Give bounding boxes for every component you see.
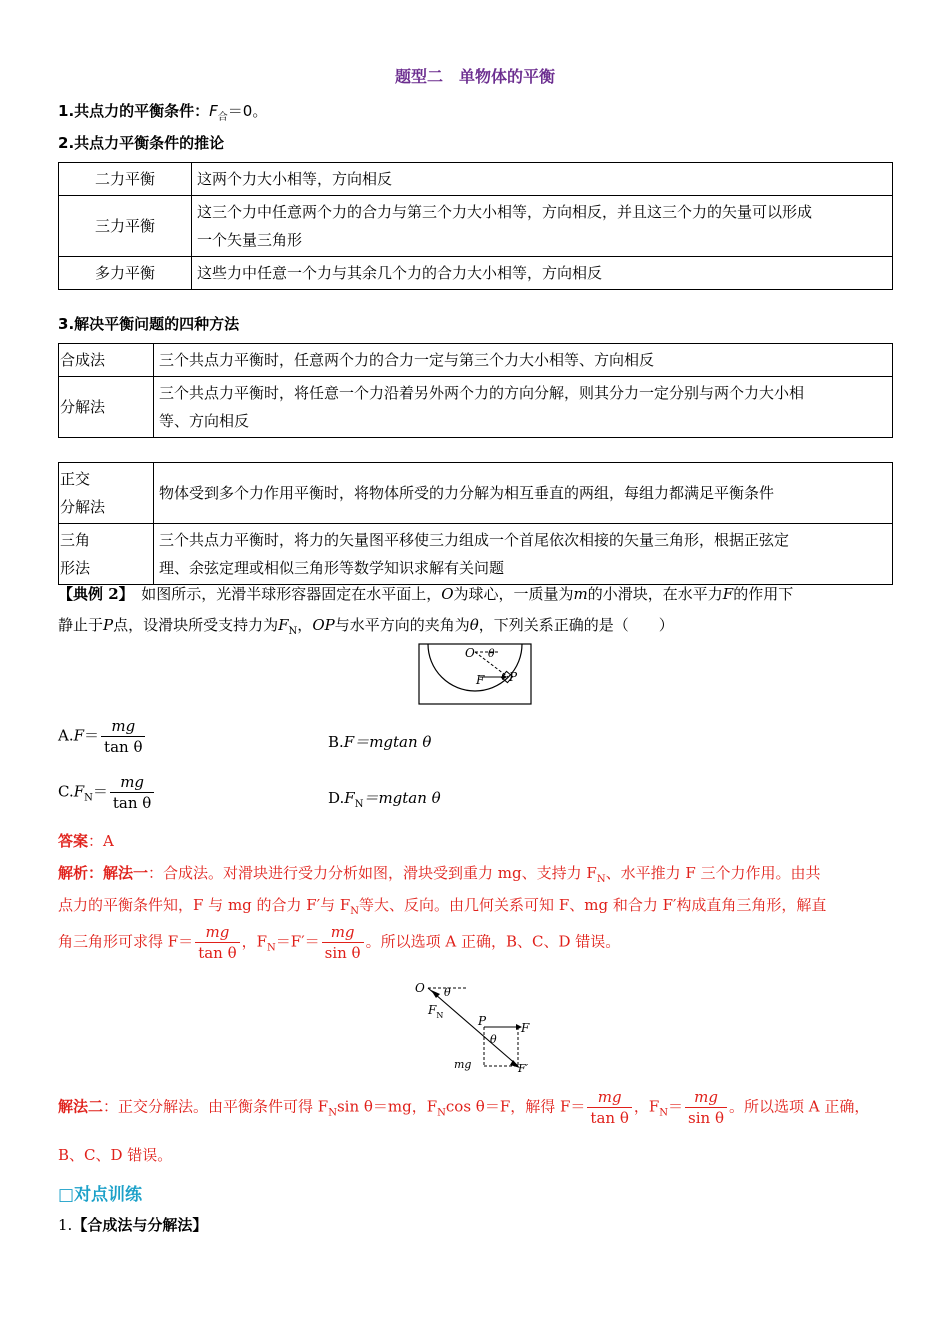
table-cell-desc bbox=[154, 524, 893, 585]
desc-line: 一个矢量三角形 bbox=[197, 231, 303, 249]
method-1-label: ：解法一 bbox=[88, 864, 149, 882]
table-row bbox=[59, 257, 893, 290]
hemisphere-arc bbox=[428, 644, 522, 691]
example-text: 为球心，一质量为 bbox=[453, 585, 574, 603]
table-cell-desc: 这两个力大小相等，方向相反 bbox=[192, 163, 893, 196]
table-row bbox=[59, 524, 893, 585]
label-p: P bbox=[509, 670, 518, 684]
fraction-denominator: sin θ bbox=[688, 1109, 725, 1127]
option-a[interactable] bbox=[58, 716, 147, 757]
table-row bbox=[59, 344, 893, 377]
example-var: OP bbox=[312, 616, 335, 634]
fraction bbox=[101, 716, 145, 757]
label-mg: mg bbox=[454, 1058, 472, 1071]
option-d-label: D. bbox=[328, 789, 345, 807]
option-c[interactable] bbox=[58, 772, 156, 813]
desc-line: 理、余弦定理或相似三角形等数学知识求解有关问题 bbox=[159, 559, 505, 577]
training-label: 对点训练 bbox=[74, 1185, 143, 1205]
option-d-lhs: F bbox=[344, 789, 355, 807]
example-text: 如图所示，光滑半球形容器固定在水平面上， bbox=[141, 585, 442, 603]
label-theta-1: θ bbox=[444, 986, 451, 999]
question-num: 1. bbox=[58, 1216, 73, 1234]
section-1-label: 共点力的平衡条件： bbox=[74, 102, 210, 120]
fraction bbox=[685, 1087, 727, 1128]
method-text: ：正交分解法。由平衡条件可得 F bbox=[103, 1097, 329, 1116]
fraction-numerator: mg bbox=[195, 922, 239, 943]
option-d-sub: N bbox=[354, 799, 364, 810]
desc-line: 三个共点力平衡时，将力的矢量图平移使三力组成一个首尾依次相接的矢量三角形，根据正弦定 bbox=[159, 531, 790, 549]
table-cell-desc: 物体受到多个力作用平衡时，将物体所受的力分解为相互垂直的两组，每组力都满足平衡条件 bbox=[154, 463, 893, 524]
fraction-denominator: tan θ bbox=[104, 738, 143, 756]
option-b[interactable] bbox=[328, 731, 431, 752]
answer-value: ：A bbox=[88, 832, 114, 850]
example-var: m bbox=[573, 585, 588, 603]
option-a-label: A. bbox=[58, 726, 74, 745]
label-p: P bbox=[478, 1014, 487, 1028]
method-text: cos θ＝F，解得 F＝ bbox=[445, 1097, 586, 1116]
name-line: 三角 bbox=[60, 531, 91, 549]
force-diagram bbox=[412, 978, 542, 1074]
label-o: O bbox=[465, 646, 475, 660]
name-line: 正交 bbox=[60, 470, 91, 488]
section-2-label: 共点力平衡条件的推论 bbox=[74, 134, 225, 152]
fraction bbox=[587, 1087, 631, 1128]
solution-text: ，F bbox=[241, 932, 268, 951]
fraction bbox=[110, 772, 154, 813]
balance-table bbox=[58, 162, 893, 290]
method-2-line-2: B、C、D 错误。 bbox=[58, 1146, 173, 1164]
section-1: 1.共点力的平衡条件：$F_合=0$。 bbox=[58, 102, 268, 123]
solution-sub: N bbox=[350, 906, 360, 917]
question-1 bbox=[58, 1214, 207, 1235]
solution-line-2 bbox=[58, 894, 826, 917]
section-3: 3.解决平衡问题的四种方法 bbox=[58, 315, 240, 333]
section-3-num: 3 bbox=[58, 315, 69, 333]
example-var: F bbox=[722, 585, 734, 603]
desc-line: 三个共点力平衡时，将任意一个力沿着另外两个力的方向分解，则其分力一定分别与两个力大小相 bbox=[159, 384, 805, 402]
checkbox-icon: □ bbox=[58, 1185, 75, 1205]
solution-label: 解析 bbox=[58, 864, 89, 882]
option-a-lhs: F bbox=[73, 726, 85, 745]
example-text: 与水平方向的夹角为 bbox=[334, 616, 470, 634]
method-sub: N bbox=[659, 1107, 669, 1119]
section-3-label: 解决平衡问题的四种方法 bbox=[74, 315, 240, 333]
formula-rest: ＝0。 bbox=[227, 102, 268, 120]
table-cell-name bbox=[59, 463, 154, 524]
solution-text: ：合成法。对滑块进行受力分析如图，滑块受到重力 mg、支持力 F bbox=[148, 864, 597, 882]
methods-table-a bbox=[58, 343, 893, 438]
fraction-numerator: mg bbox=[587, 1087, 631, 1108]
fraction-numerator: mg bbox=[322, 922, 364, 943]
option-b-label: B. bbox=[328, 733, 344, 751]
formula-f: F bbox=[209, 102, 218, 120]
page-title: 题型二 单物体的平衡 bbox=[394, 67, 555, 86]
fraction-denominator: tan θ bbox=[198, 944, 237, 962]
option-c-eq: ＝ bbox=[92, 782, 108, 801]
training-heading bbox=[58, 1180, 142, 1205]
example-var: F bbox=[278, 616, 289, 634]
solution-sub: N bbox=[267, 942, 276, 954]
desc-line: 等、方向相反 bbox=[159, 412, 250, 430]
hemisphere-figure bbox=[418, 643, 532, 705]
method-sub: N bbox=[328, 1107, 337, 1119]
option-d-text: ＝mgtan θ bbox=[363, 789, 441, 807]
fraction bbox=[322, 922, 364, 963]
example-sub: N bbox=[288, 626, 298, 637]
formula-sub: 合 bbox=[217, 112, 228, 123]
fraction-denominator: tan θ bbox=[590, 1109, 629, 1127]
table-cell-desc bbox=[154, 377, 893, 438]
fraction-numerator: mg bbox=[110, 772, 154, 793]
option-a-eq: ＝ bbox=[84, 726, 100, 745]
solution-line-1 bbox=[58, 862, 821, 885]
method-text: 。所以选项 A 正确， bbox=[729, 1097, 870, 1116]
table-row bbox=[59, 463, 893, 524]
label-f: F bbox=[521, 1021, 530, 1035]
method-text: ，F bbox=[633, 1097, 660, 1116]
table-row bbox=[59, 163, 893, 196]
solution-sub: N bbox=[596, 874, 606, 885]
method-sub: N bbox=[437, 1107, 446, 1119]
solution-text: 角三角形可求得 F＝ bbox=[58, 932, 194, 951]
solution-text: 。所以选项 A 正确，B、C、D 错误。 bbox=[365, 932, 621, 951]
example-var: P bbox=[103, 616, 114, 634]
solution-text: 等大、反向。由几何关系可知 F、mg 和合力 F′构成直角三角形，解直 bbox=[359, 896, 827, 914]
example-text: 点，设滑块所受支持力为 bbox=[113, 616, 279, 634]
example-var: θ bbox=[469, 616, 479, 634]
label-theta: θ bbox=[488, 647, 495, 660]
label-f-prime: F′ bbox=[518, 1062, 529, 1074]
table-cell-name: 二力平衡 bbox=[59, 163, 192, 196]
option-d[interactable] bbox=[328, 787, 441, 810]
desc-line: 这三个力中任意两个力的合力与第三个力大小相等，方向相反，并且这三个力的矢量可以形成 bbox=[197, 203, 813, 221]
table-cell-desc: 这些力中任意一个力与其余几个力的合力大小相等，方向相反 bbox=[192, 257, 893, 290]
example-line-2 bbox=[58, 614, 674, 637]
example-tag: 【典例 2】 bbox=[58, 585, 127, 603]
fraction bbox=[195, 922, 239, 963]
solution-line-3 bbox=[58, 922, 620, 963]
table-cell-name: 多力平衡 bbox=[59, 257, 192, 290]
name-line: 分解法 bbox=[60, 498, 106, 516]
example-line-1 bbox=[58, 583, 793, 604]
solution-text: 、水平推力 F 三个力作用。由共 bbox=[605, 864, 821, 882]
section-1-num: 1 bbox=[58, 102, 69, 120]
table-cell-name: 三力平衡 bbox=[59, 196, 192, 257]
label-o: O bbox=[415, 981, 425, 995]
label-f: F bbox=[476, 673, 485, 687]
label-fn bbox=[427, 1003, 443, 1020]
methods-table-b bbox=[58, 462, 893, 585]
fraction-denominator: sin θ bbox=[324, 944, 361, 962]
table-row bbox=[59, 196, 893, 257]
method-text: ＝ bbox=[668, 1097, 684, 1116]
table-row bbox=[59, 377, 893, 438]
option-c-sub: N bbox=[84, 792, 93, 804]
section-2-num: 2 bbox=[58, 134, 69, 152]
example-text: 静止于 bbox=[58, 616, 104, 634]
label-fn-sub: N bbox=[436, 1011, 444, 1020]
label-fn-main: F bbox=[428, 1003, 437, 1017]
example-text: ，下列关系正确的是（ ） bbox=[478, 616, 674, 634]
question-label: 【合成法与分解法】 bbox=[72, 1216, 208, 1234]
example-text: 的作用下 bbox=[733, 585, 794, 603]
method-2-label: 解法二 bbox=[58, 1097, 104, 1116]
example-text: ， bbox=[297, 616, 313, 634]
table-cell-desc bbox=[192, 196, 893, 257]
option-b-text: F＝mgtan θ bbox=[343, 733, 432, 751]
option-c-label: C. bbox=[58, 782, 74, 801]
table-cell-name: 合成法 bbox=[59, 344, 154, 377]
section-2: 2.共点力平衡条件的推论 bbox=[58, 134, 225, 152]
table-cell-desc: 三个共点力平衡时，任意两个力的合力一定与第三个力大小相等、方向相反 bbox=[154, 344, 893, 377]
answer-label: 答案 bbox=[58, 832, 89, 850]
fraction-numerator: mg bbox=[685, 1087, 727, 1108]
fraction-numerator: mg bbox=[101, 716, 145, 737]
label-theta-2: θ bbox=[490, 1033, 497, 1046]
table-cell-name bbox=[59, 524, 154, 585]
option-c-lhs: F bbox=[73, 782, 85, 801]
table-cell-name: 分解法 bbox=[59, 377, 154, 438]
method-2-line-1 bbox=[58, 1087, 869, 1128]
solution-text: ＝F′＝ bbox=[275, 932, 320, 951]
example-var: O bbox=[441, 585, 454, 603]
method-text: sin θ＝mg，F bbox=[336, 1097, 438, 1116]
example-text: 的小滑块，在水平力 bbox=[587, 585, 723, 603]
answer bbox=[58, 830, 114, 851]
name-line: 形法 bbox=[60, 559, 91, 577]
fraction-denominator: tan θ bbox=[112, 794, 152, 812]
solution-text: 点力的平衡条件知，F 与 mg 的合力 F′与 F bbox=[58, 896, 351, 914]
